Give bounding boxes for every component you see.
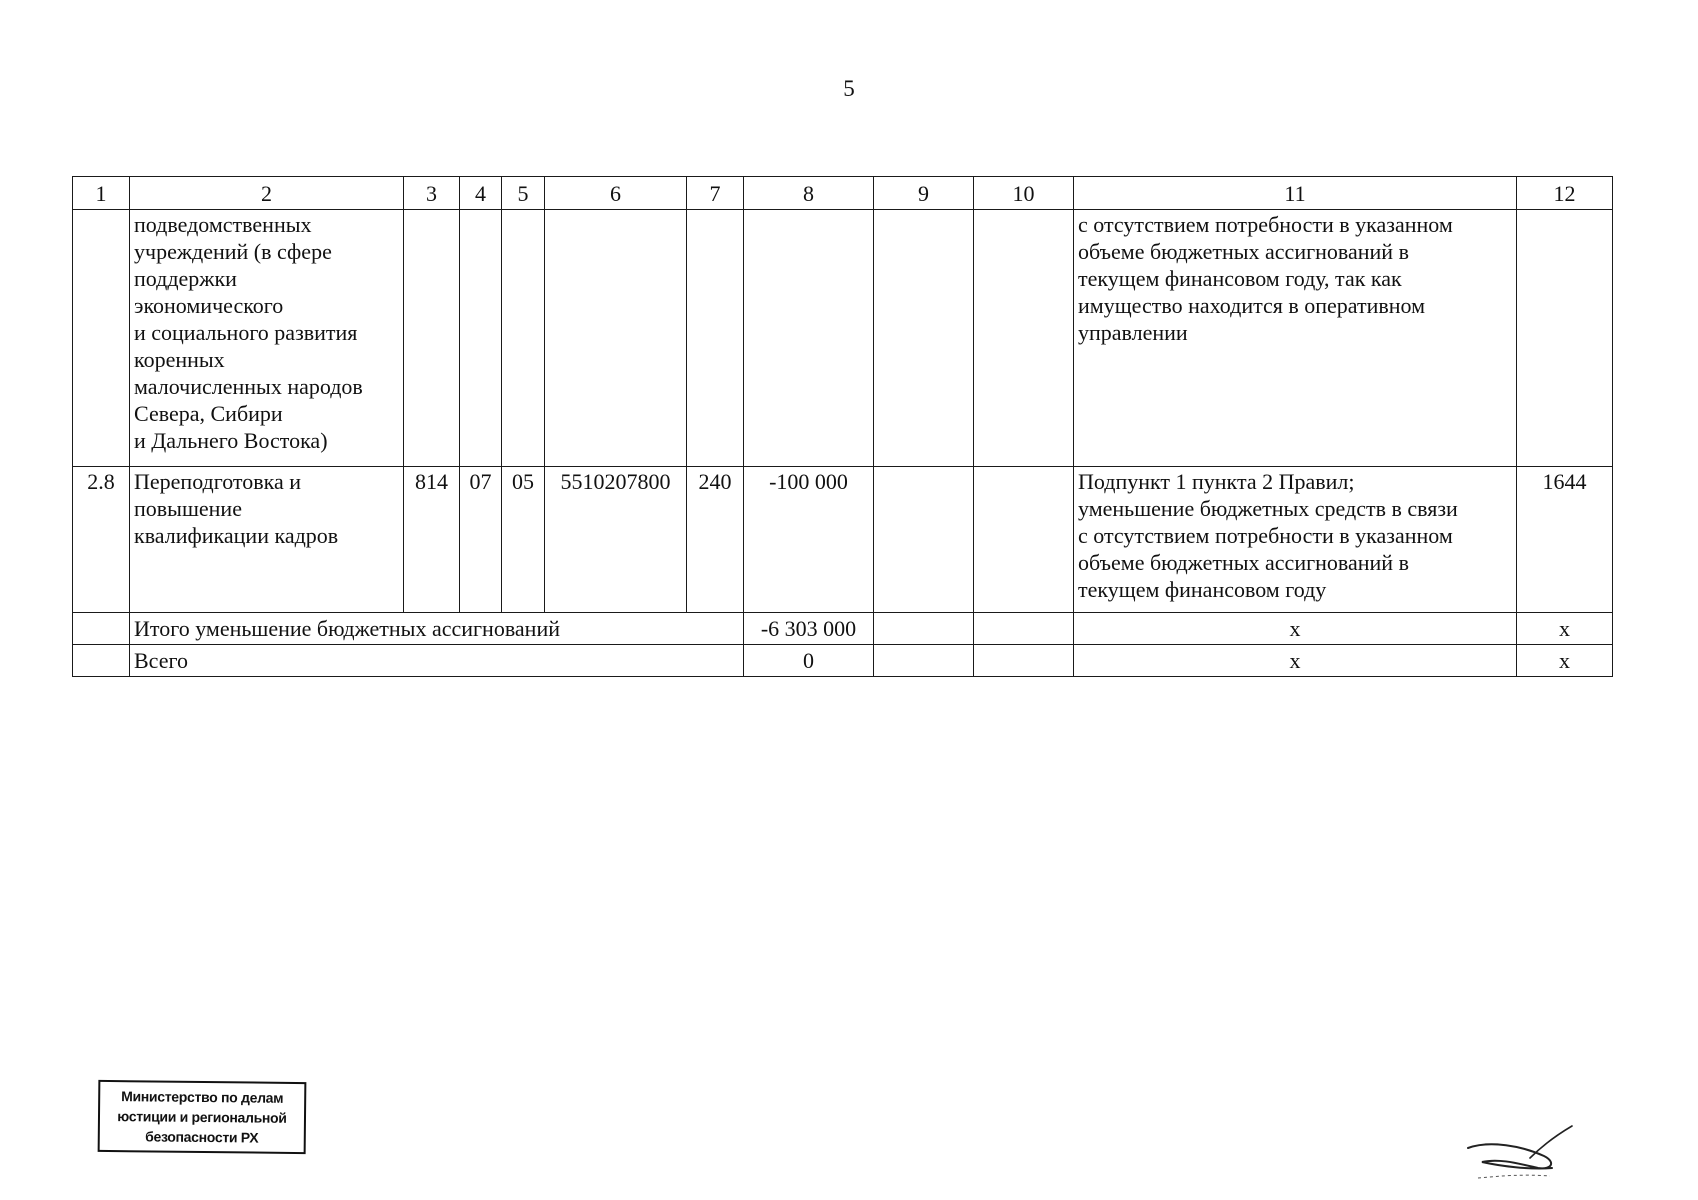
- justification-continued: с отсутствием потребности в указанном объеме бюджетных ассигнований в текущем финансовом году, так как имущество находится в оперативном управлении: [1078, 212, 1453, 345]
- table-cell: [502, 210, 545, 467]
- stamp-line: Министерство по делам: [121, 1088, 284, 1106]
- table-cell: [974, 210, 1074, 467]
- header-cell: 1: [73, 177, 130, 210]
- table-cell: х: [1517, 613, 1613, 645]
- table-cell: [874, 645, 974, 677]
- table-cell: [974, 645, 1074, 677]
- header-cell: 3: [404, 177, 460, 210]
- table-cell: [687, 210, 744, 467]
- amount-change: -100 000: [744, 467, 874, 613]
- table-cell: [73, 645, 130, 677]
- header-cell: 6: [545, 177, 687, 210]
- justification: Подпункт 1 пункта 2 Правил; уменьшение бюджетных средств в связи с отсутствием потребности в указанном объеме бюджетных ассигнований в текущем финансовом году: [1078, 469, 1458, 602]
- table-cell: [974, 613, 1074, 645]
- table-row-grand-total: [73, 645, 1613, 677]
- grand-total-label: Всего: [130, 645, 744, 677]
- page-number: 5: [843, 76, 855, 101]
- table-cell: х: [1517, 645, 1613, 677]
- total-decrease-label: Итого уменьшение бюджетных ассигнований: [130, 613, 744, 645]
- row-number: 2.8: [73, 467, 130, 613]
- registration-stamp: [98, 1080, 307, 1154]
- table-cell: х: [1074, 645, 1517, 677]
- header-cell: 9: [874, 177, 974, 210]
- stamp-line: безопасности РХ: [145, 1128, 259, 1146]
- table-cell: х: [1074, 613, 1517, 645]
- table-cell: [1074, 210, 1517, 467]
- table-cell: [130, 210, 404, 467]
- table-cell: [404, 210, 460, 467]
- section-code: 07: [460, 467, 502, 613]
- header-cell: 10: [974, 177, 1074, 210]
- table-cell: [874, 210, 974, 467]
- reference-number: 1644: [1517, 467, 1613, 613]
- item-name-continued: подведомственных учреждений (в сфере поддержки экономического и социального развития коренных малочисленных народов Севера, Сибири и Дальнего Востока): [134, 212, 363, 453]
- table-cell: [1074, 467, 1517, 613]
- table-row-total-decrease: [73, 613, 1613, 645]
- table-cell: [1517, 210, 1613, 467]
- expense-type-code: 240: [687, 467, 744, 613]
- table-cell: [874, 613, 974, 645]
- stamp-line: юстиции и региональной: [117, 1108, 287, 1126]
- header-cell: 11: [1074, 177, 1517, 210]
- header-cell: 4: [460, 177, 502, 210]
- table-header-row: [73, 177, 1613, 210]
- ministry-code: 814: [404, 467, 460, 613]
- budget-allocation-table: [72, 176, 1613, 677]
- table-cell: [73, 613, 130, 645]
- table-cell: [73, 210, 130, 467]
- table-cell: [545, 210, 687, 467]
- table-cell: [460, 210, 502, 467]
- header-cell: 2: [130, 177, 404, 210]
- item-name: Переподготовка и повышение квалификации кадров: [134, 469, 339, 548]
- table-cell: [744, 210, 874, 467]
- table-cell: [974, 467, 1074, 613]
- total-decrease-amount: -6 303 000: [744, 613, 874, 645]
- header-cell: 5: [502, 177, 545, 210]
- header-cell: 8: [744, 177, 874, 210]
- target-article-code: 5510207800: [545, 467, 687, 613]
- grand-total-amount: 0: [744, 645, 874, 677]
- header-cell: 12: [1517, 177, 1613, 210]
- signature-mark: [1460, 1118, 1580, 1190]
- table-row-continuation: [73, 210, 1613, 467]
- table-row-2-8: [73, 467, 1613, 613]
- subsection-code: 05: [502, 467, 545, 613]
- table-cell: [130, 467, 404, 613]
- header-cell: 7: [687, 177, 744, 210]
- table-cell: [874, 467, 974, 613]
